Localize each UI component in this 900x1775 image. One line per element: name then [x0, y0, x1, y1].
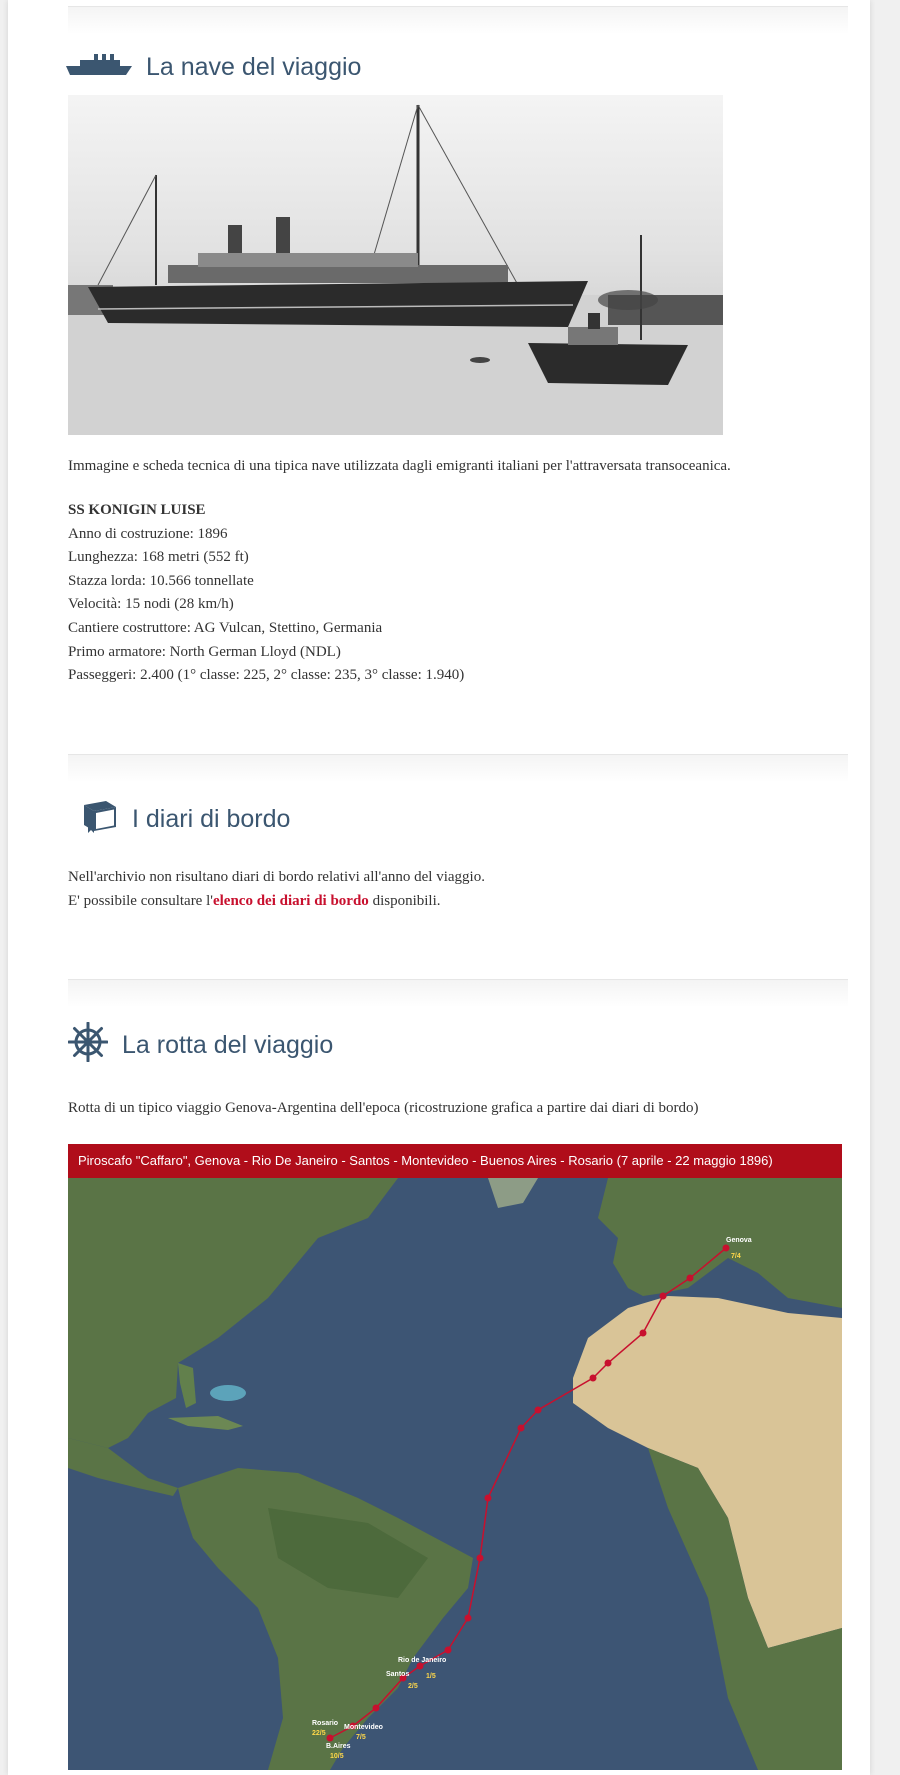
route-description: [68, 1097, 699, 1121]
spec-shipyard: Cantiere costruttore: AG Vulcan, Stettino, Germania: [68, 619, 383, 636]
port-santos-label: Santos: [386, 1671, 410, 1678]
spec-speed: Velocità: 15 nodi (28 km/h): [68, 596, 234, 613]
logbook-section-title: [78, 799, 290, 840]
section-separator: [68, 754, 848, 783]
ship-section-title: [66, 52, 361, 83]
logbook-list-link[interactable]: elenco dei diari di bordo: [212, 892, 369, 909]
map-title: Piroscafo "Caffaro", Genova - Rio De Janeiro - Santos - Montevideo - Buenos Aires - Rosario (7 aprile - 22 maggio 1896): [68, 1144, 842, 1178]
port-genova-day: 7/4: [731, 1253, 741, 1260]
port-rosario-label: Rosario: [312, 1720, 339, 1727]
logbook-text: [68, 866, 485, 913]
spec-year: Anno di costruzione: 1896: [68, 525, 228, 542]
book-icon: [78, 799, 118, 840]
spec-owner: Primo armatore: North German Lloyd (NDL): [68, 643, 341, 660]
spec-length: Lunghezza: 168 metri (552 ft): [68, 549, 249, 566]
port-montevideo-label: Montevideo: [344, 1724, 383, 1731]
logbook-line-1: Nell'archivio non risultano diari di bordo relativi all'anno del viaggio.: [68, 869, 485, 885]
port-baires-day: 10/5: [330, 1753, 344, 1760]
ship-caption-text: Immagine e scheda tecnica di una tipica nave utilizzata dagli emigranti italiani per l'attraversata transoceanica.: [68, 458, 731, 474]
ship-photo: [68, 95, 723, 435]
port-montevideo-day: 7/5: [356, 1734, 366, 1741]
port-baires-label: B.Aires: [326, 1743, 351, 1750]
logbook-line-2-after: disponibili.: [368, 892, 441, 909]
section-separator: [68, 6, 848, 35]
ship-section-heading: La nave del viaggio: [146, 53, 362, 81]
section-separator: [68, 979, 848, 1008]
ship-name: SS KONIGIN LUISE: [68, 502, 206, 518]
spec-passengers: Passeggeri: 2.400 (1° classe: 225, 2° classe: 235, 3° classe: 1.940): [68, 667, 465, 684]
port-genova-label: Genova: [726, 1237, 752, 1244]
ship-specs: [68, 499, 464, 688]
route-map-graphic: [68, 1178, 842, 1770]
route-map: [68, 1144, 842, 1770]
route-description-text: Rotta di un tipico viaggio Genova-Argentina dell'epoca (ricostruzione grafica a partire dai diari di bordo): [68, 1100, 699, 1116]
logbook-line-2: [68, 890, 485, 914]
spec-tonnage: Stazza lorda: 10.566 tonnellate: [68, 572, 254, 589]
page: [8, 0, 870, 1775]
ship-wheel-icon: [68, 1022, 108, 1069]
logbook-section-heading: I diari di bordo: [132, 805, 291, 833]
port-rio-label: Rio de Janeiro: [398, 1657, 447, 1664]
port-santos-day: 2/5: [408, 1683, 418, 1690]
route-section-title: [68, 1022, 333, 1069]
ship-icon: [66, 52, 132, 83]
port-rosario-day: 22/5: [312, 1730, 326, 1737]
route-section-heading: La rotta del viaggio: [122, 1031, 334, 1059]
port-rio-day: 1/5: [426, 1673, 436, 1680]
ship-caption: [68, 455, 731, 479]
logbook-line-2-before: E' possibile consultare l': [68, 892, 213, 909]
